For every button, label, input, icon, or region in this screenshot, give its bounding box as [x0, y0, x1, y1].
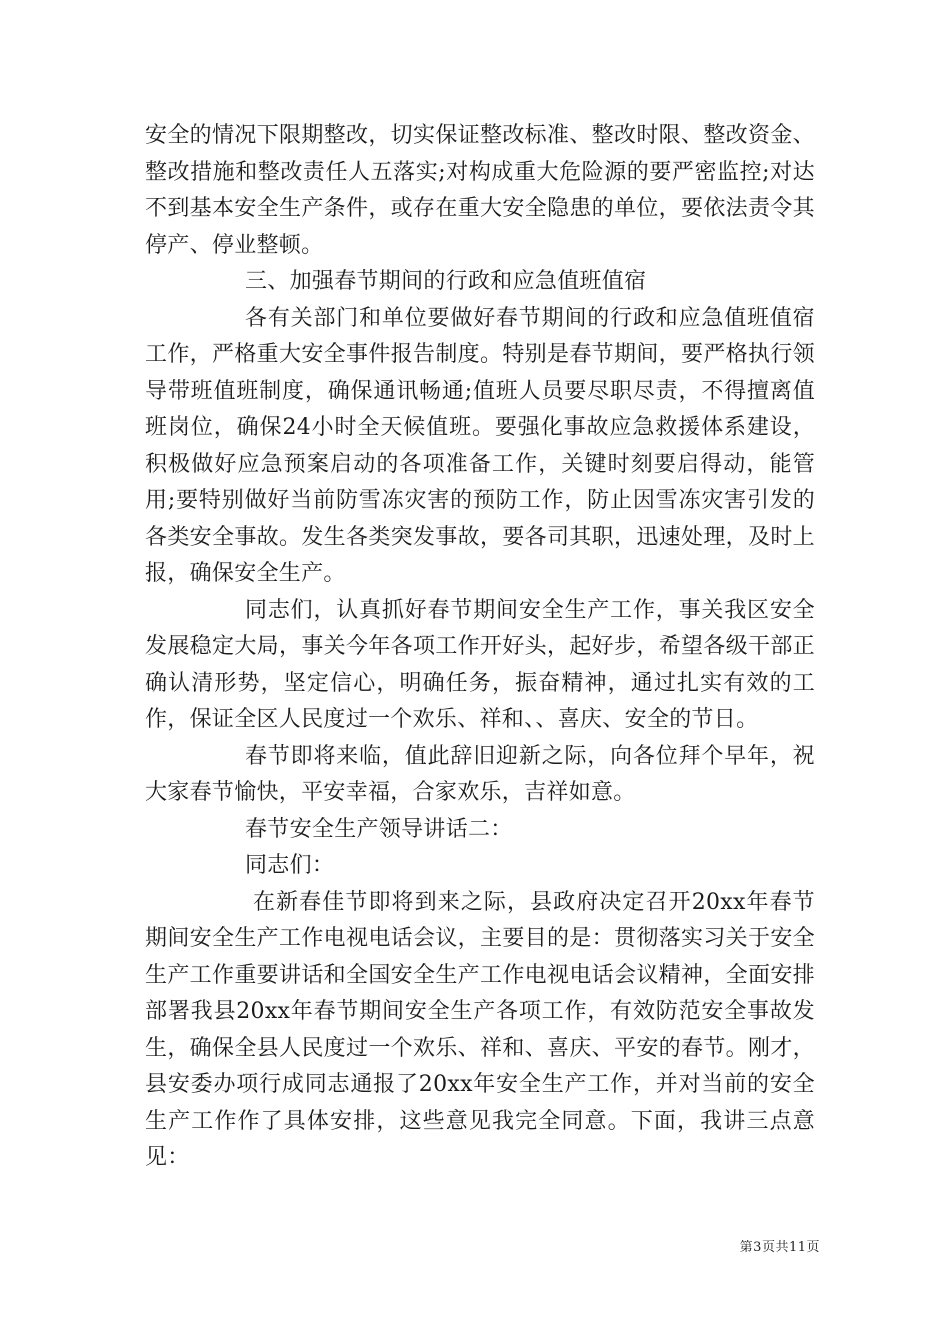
paragraph-duty-shifts: 各有关部门和单位要做好春节期间的行政和应急值班值宿工作，严格重大安全事件报告制度。特别是春节期间，要严格执行领导带班值班制度，确保通讯畅通;值班人员要尽职尽责，不得擅离值班岗位，确保24小时全天候值班。要强化事故应急救援体系建设，积极做好应急预案启动的各项准备工作，关键时刻要启得动，能管用;要特别做好当前防雪冻灾害的预防工作，防止因雪冻灾害引发的各类安全事故。发生各类突发事故，要各司其职，迅速处理，及时上报，确保安全生产。: [145, 305, 815, 586]
section-heading-three: 三、加强春节期间的行政和应急值班值宿: [245, 269, 647, 294]
speech-two-title: 春节安全生产领导讲话二：: [245, 816, 513, 842]
paragraph-closing-remarks: 同志们，认真抓好春节期间安全生产工作，事关我区安全发展稳定大局，事关今年各项工作开好头，起好步，希望各级干部正确认清形势，坚定信心，明确任务，振奋精神，通过扎实有效的工作，保证全区人民度过一个欢乐、祥和、、喜庆、安全的节日。: [145, 597, 815, 732]
speech-two-salutation: 同志们：: [245, 853, 335, 878]
document-body: [145, 118, 815, 1177]
paragraph-continuation: 安全的情况下限期整改，切实保证整改标准、整改时限、整改资金、整改措施和整改责任人五落实;对构成重大危险源的要严密监控;对达不到基本安全生产条件，或存在重大安全隐患的单位，要依法责令其停产、停业整顿。: [145, 123, 815, 258]
paragraph-speech-two-intro: 在新春佳节即将到来之际，县政府决定召开20xx年春节期间安全生产工作电视电话会议，主要目的是：贯彻落实习关于安全生产工作重要讲话和全国安全生产工作电视电话会议精神，全面安排部署我县20xx年春节期间安全生产各项工作，有效防范安全事故发生，确保全县人民度过一个欢乐、祥和、喜庆、平安的春节。刚才，县安委办项行成同志通报了20xx年安全生产工作，并对当前的安全生产工作作了具体安排，这些意见我完全同意。下面，我讲三点意见：: [145, 889, 815, 1170]
page-number-footer: 第3页共11页: [739, 1240, 820, 1255]
paragraph-new-year-greeting: 春节即将来临，值此辞旧迎新之际，向各位拜个早年，祝大家春节愉快，平安幸福，合家欢乐，吉祥如意。: [145, 743, 815, 805]
